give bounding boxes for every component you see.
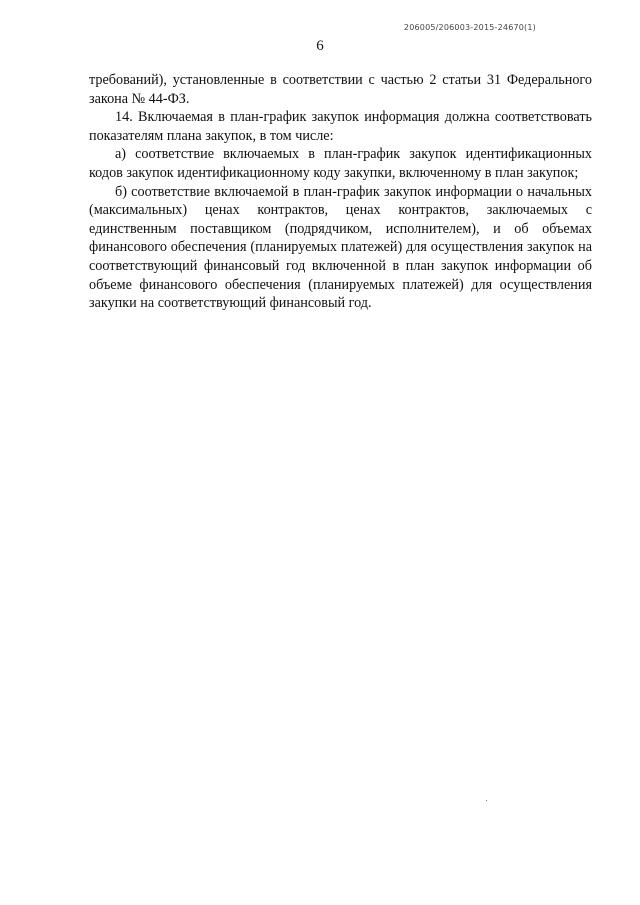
paragraph-item-14: 14. Включаемая в план-график закупок информация должна соответствовать показателям плана закупок, в том числе: xyxy=(89,109,592,144)
paragraph-subitem-a: а) соответствие включаемых в план-график закупок идентификационных кодов закупок идентификационному коду закупки, включенному в план закупок; xyxy=(89,146,592,181)
scan-speck xyxy=(486,800,487,801)
document-id-stamp: 206005/206003-2015-24670(1) xyxy=(403,23,536,32)
document-body xyxy=(89,71,592,313)
page-number: 6 xyxy=(316,38,324,54)
paragraph-subitem-b: б) соответствие включаемой в план-график закупок информации о начальных (максимальных) ценах контрактов, ценах контрактов, заключаемых с единственным поставщиком (подрядчиком, исполнителем), и об объемах финансового обеспечения (планируемых платежей) для осуществления закупок на соответствующий финансовый год включенной в план закупок информации об объеме финансового обеспечения (планируемых платежей) для осуществления закупки на соответствующий финансовый год. xyxy=(89,183,592,312)
paragraph-continuation: требований), установленные в соответствии с частью 2 статьи 31 Федерального закона № 44-ФЗ. xyxy=(89,72,592,107)
